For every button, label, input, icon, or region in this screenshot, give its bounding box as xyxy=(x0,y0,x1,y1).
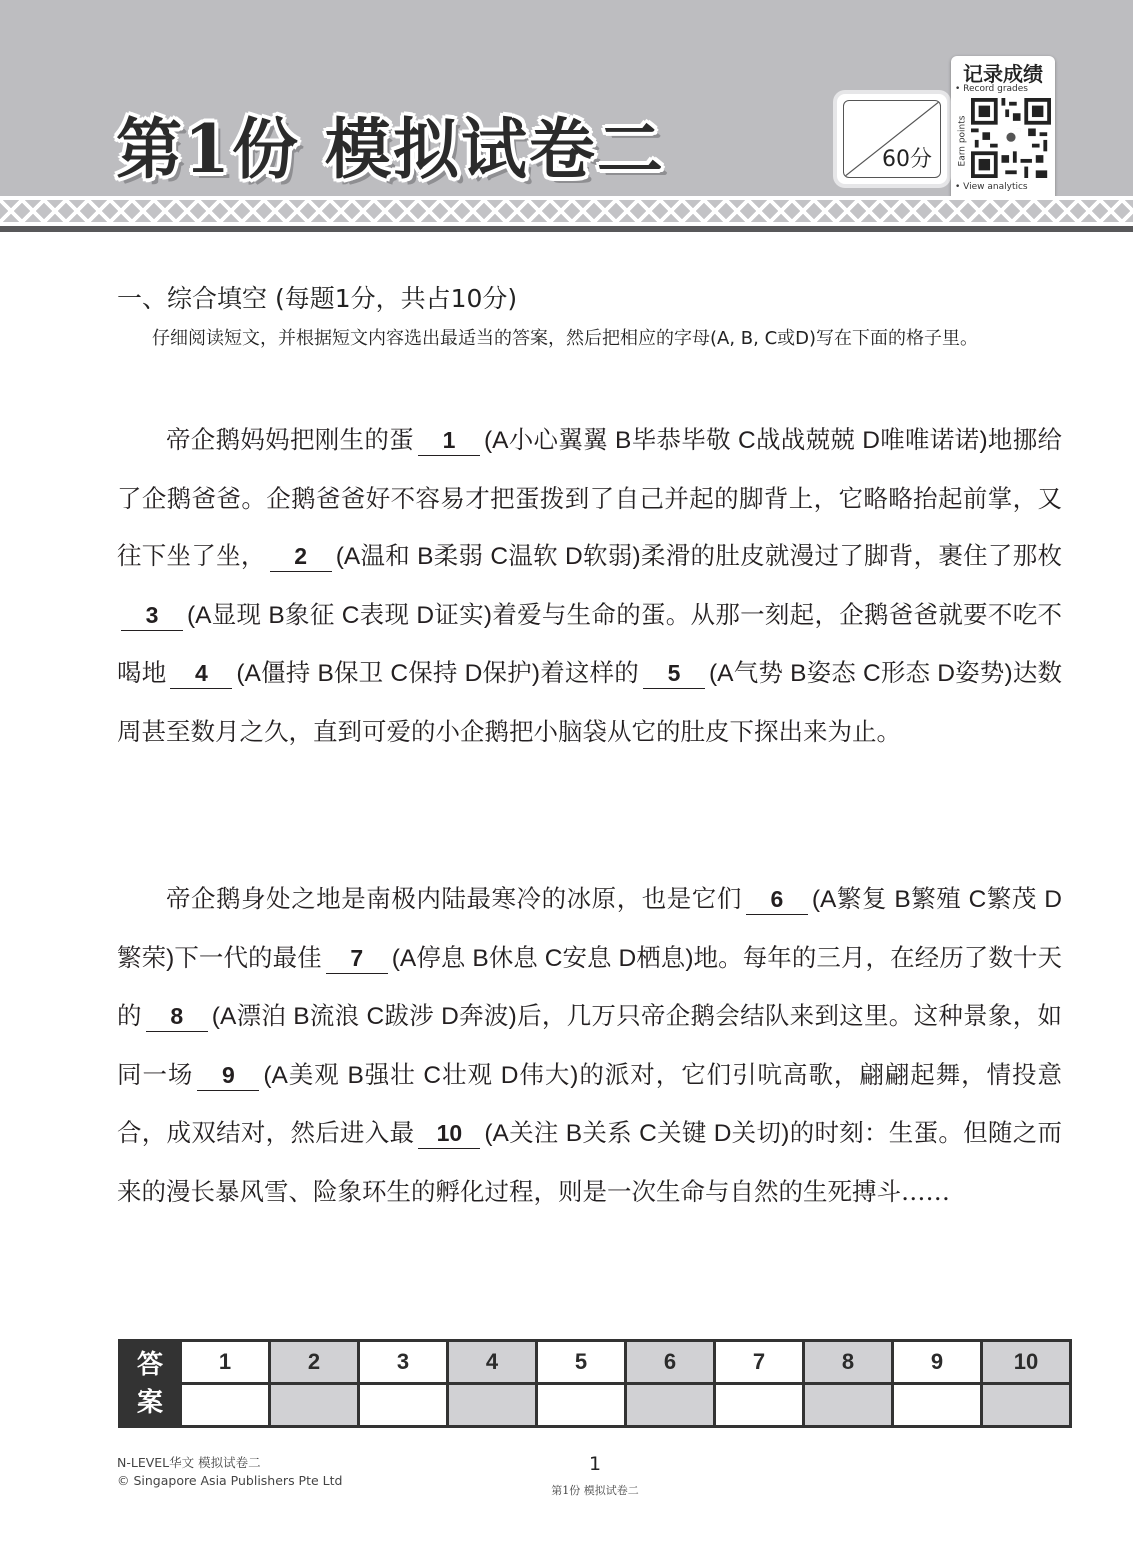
answer-label-top: 答 xyxy=(136,1349,163,1380)
passage-text: 的派对，它们引吭高歌，翩翩起舞，情投意合，成双结对，然后进入最 xyxy=(117,1059,1063,1147)
answer-cell-10[interactable] xyxy=(982,1384,1071,1427)
question-number-4: 4 xyxy=(448,1341,537,1384)
answer-table-answer-row xyxy=(120,1384,1071,1427)
score-total: 60分 xyxy=(882,147,932,172)
answer-cell-6[interactable] xyxy=(626,1384,715,1427)
options-7: (A停息 B休息 C安息 D栖息) xyxy=(391,944,694,972)
options-8: (A漂泊 B流浪 C跋涉 D奔波) xyxy=(211,1003,517,1030)
footer-paper-label: 第1份 模拟试卷二 xyxy=(551,1484,639,1497)
qr-code-icon[interactable] xyxy=(971,98,1051,178)
passage-paragraph-2 xyxy=(117,870,1062,1220)
footer-left xyxy=(117,1454,342,1490)
score-box xyxy=(837,94,947,184)
lattice-pattern xyxy=(0,200,1133,222)
decorative-band xyxy=(0,196,1133,226)
qr-earn-points: Earn points xyxy=(957,115,968,167)
blank-3: 3 xyxy=(121,600,183,631)
page-number: 1 xyxy=(588,1453,602,1475)
answer-cell-3[interactable] xyxy=(359,1384,448,1427)
answer-table-header-row xyxy=(120,1341,1071,1384)
section-instructions: 仔细阅读短文，并根据短文内容选出最适当的答案，然后把相应的字母(A, B, C或D)写在下面的格子里。 xyxy=(152,328,979,349)
answer-cell-5[interactable] xyxy=(537,1384,626,1427)
passage-text: 的时刻：生蛋。但随之而来的漫长暴风雪、险象环生的孵化过程，则是一次生命与自然的生死搏斗…… xyxy=(117,1118,1062,1206)
options-6: (A繁复 B繁殖 C繁茂 D繁荣) xyxy=(117,886,1062,972)
passage-text: 柔滑的肚皮就漫过了脚背，裹住了那枚 xyxy=(640,541,1062,570)
passage-text: 着爱与生命的蛋。从那一刻起，企鹅爸爸就要不吃不喝地 xyxy=(117,599,1062,687)
blank-2: 2 xyxy=(270,541,332,572)
answer-label xyxy=(120,1341,181,1427)
qr-record-grades: • Record grades xyxy=(955,84,1028,94)
question-number-2: 2 xyxy=(270,1341,359,1384)
question-number-1: 1 xyxy=(181,1341,270,1384)
qr-view-analytics: • View analytics xyxy=(955,182,1028,192)
passage-text: 帝企鹅身处之地是南极内陆最寒冷的冰原，也是它们 xyxy=(166,884,742,913)
passage-text: 地挪给了企鹅爸爸。企鹅爸爸好不容易才把蛋拨到了自己并起的脚背上，它略略抬起前掌，又往下坐了坐， xyxy=(117,425,1062,570)
blank-9: 9 xyxy=(197,1060,259,1091)
answer-cell-4[interactable] xyxy=(448,1384,537,1427)
blank-4: 4 xyxy=(170,658,232,689)
passage-text: 帝企鹅妈妈把刚生的蛋 xyxy=(166,425,414,454)
options-5: (A气势 B姿态 C形态 D姿势) xyxy=(709,660,1013,687)
paper-title: 第1份 模拟试卷二 xyxy=(116,110,665,188)
answer-cell-7[interactable] xyxy=(715,1384,804,1427)
answer-label-bottom: 案 xyxy=(136,1387,163,1418)
question-number-10: 10 xyxy=(982,1341,1071,1384)
answer-cell-9[interactable] xyxy=(893,1384,982,1427)
blank-10: 10 xyxy=(418,1118,480,1149)
passage-text: 着这样的 xyxy=(540,658,639,687)
passage-text: 后，几万只帝企鹅会结队来到这里。这种景象，如同一场 xyxy=(117,1001,1062,1089)
question-number-8: 8 xyxy=(804,1341,893,1384)
copyright: © Singapore Asia Publishers Pte Ltd xyxy=(117,1473,343,1488)
header-rule xyxy=(0,226,1133,232)
blank-8: 8 xyxy=(146,1001,208,1032)
answer-cell-8[interactable] xyxy=(804,1384,893,1427)
passage-text: 地。每年的三月，在经历了数十天的 xyxy=(117,942,1062,1030)
answer-table xyxy=(118,1339,1072,1428)
question-number-6: 6 xyxy=(626,1341,715,1384)
options-3: (A显现 B象征 C表现 D证实) xyxy=(187,601,493,629)
qr-record-label: 记录成绩 xyxy=(963,62,1043,86)
options-2: (A温和 B柔弱 C温软 D软弱) xyxy=(335,543,641,570)
blank-1: 1 xyxy=(418,425,480,456)
section-heading: 一、综合填空 (每题1分，共占10分) xyxy=(117,284,518,313)
blank-6: 6 xyxy=(746,884,808,915)
options-10: (A关注 B关系 C关键 D关切) xyxy=(484,1120,790,1147)
question-number-5: 5 xyxy=(537,1341,626,1384)
question-number-9: 9 xyxy=(893,1341,982,1384)
book-title: N-LEVEL华文 模拟试卷二 xyxy=(117,1455,261,1470)
blank-5: 5 xyxy=(643,658,705,689)
passage-paragraph-1 xyxy=(117,411,1062,760)
page-header xyxy=(0,0,1133,196)
answer-cell-1[interactable] xyxy=(181,1384,270,1427)
blank-7: 7 xyxy=(326,943,388,974)
passage-text: 达数周甚至数月之久，直到可爱的小企鹅把小脑袋从它的肚皮下探出来为止。 xyxy=(117,658,1063,746)
options-4: (A僵持 B保卫 C保持 D保护) xyxy=(236,660,541,687)
options-1: (A小心翼翼 B毕恭毕敬 C战战兢兢 D唯唯诺诺) xyxy=(483,427,988,454)
question-number-3: 3 xyxy=(359,1341,448,1384)
answer-cell-2[interactable] xyxy=(270,1384,359,1427)
options-9: (A美观 B强壮 C壮观 D伟大) xyxy=(263,1061,579,1089)
passage-text: 下一代的最佳 xyxy=(174,942,322,972)
question-number-7: 7 xyxy=(715,1341,804,1384)
